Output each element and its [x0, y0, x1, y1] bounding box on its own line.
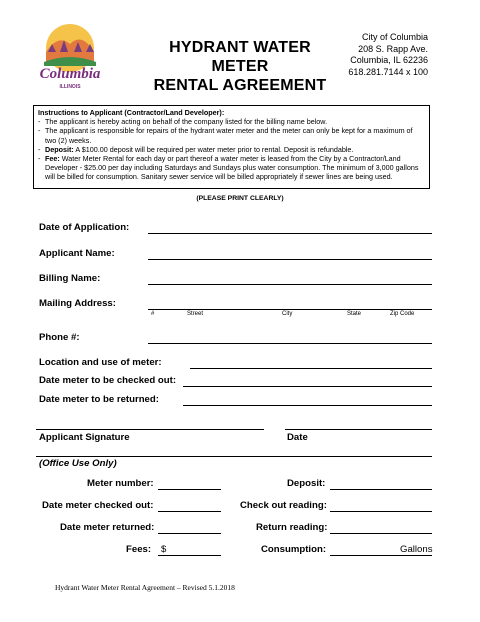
address-street-caption: Street: [187, 311, 204, 317]
date-checked-out-field[interactable]: [158, 511, 221, 512]
check-out-reading-label: Check out reading:: [240, 500, 327, 511]
fees-field[interactable]: [158, 555, 221, 556]
address-state-caption: State: [347, 311, 362, 317]
footer-revision: Hydrant Water Meter Rental Agreement – Revised 5.1.2018: [55, 583, 235, 592]
checked-out-field[interactable]: [183, 386, 432, 387]
date-of-application-label: Date of Application:: [39, 222, 130, 233]
svg-text:ILLINOIS: ILLINOIS: [59, 84, 81, 90]
mailing-address-field[interactable]: [148, 309, 432, 310]
address-number-caption: #: [151, 311, 155, 317]
return-reading-field[interactable]: [330, 533, 432, 534]
address-zip-caption: Zip Code: [390, 311, 415, 317]
instruction-item-fee: - Fee: Water Meter Rental for each day or part thereof a water meter is leased from the City by a Contractor/Land Developer - $25.00 per day including Saturdays and Sundays plus water consumption. The minimum of 3,000 gallons will be billed for consumption. Sanitary sewer service will be billed appropriately if sewer lines are being used.: [38, 154, 419, 182]
applicant-name-field[interactable]: [148, 259, 432, 260]
billing-name-field[interactable]: [148, 284, 432, 285]
meter-number-label: Meter number:: [87, 478, 154, 489]
svg-text:Columbia: Columbia: [39, 66, 101, 82]
instructions-title: Instructions to Applicant (Contractor/Land Developer):: [38, 108, 225, 117]
consumption-field[interactable]: [330, 555, 432, 556]
location-use-label: Location and use of meter:: [39, 357, 162, 368]
city-logo: [30, 22, 110, 92]
address-line-1: City of Columbia: [361, 32, 428, 42]
address-phone: 618.281.7144 x 100: [348, 66, 428, 77]
instruction-item: - The applicant is hereby acting on behalf of the company listed for the billing name below.: [38, 117, 328, 127]
office-divider: [36, 456, 432, 457]
date-returned-label: Date meter returned:: [60, 522, 155, 533]
instruction-item-deposit: - Deposit: A $100.00 deposit will be required per water meter prior to rental. Deposit is refundable.: [38, 144, 354, 154]
signature-field[interactable]: [36, 429, 264, 430]
date-of-application-field[interactable]: [148, 233, 432, 234]
address-line-2: 208 S. Rapp Ave.: [358, 43, 428, 54]
page-title: [140, 38, 340, 95]
mailing-address-label: Mailing Address:: [39, 298, 116, 309]
date-returned-field[interactable]: [158, 533, 221, 534]
fees-label: Fees:: [126, 544, 152, 555]
consumption-label: Consumption:: [261, 544, 327, 555]
date-checked-out-label: Date meter checked out:: [42, 500, 154, 511]
location-use-field[interactable]: [190, 368, 432, 369]
billing-name-label: Billing Name:: [39, 273, 101, 284]
check-out-reading-field[interactable]: [330, 511, 432, 512]
address-city-caption: City: [282, 311, 293, 317]
instruction-item: - The applicant is responsible for repairs of the hydrant water meter and the meter can only be kept for a maximum of two (2) weeks.: [38, 126, 413, 145]
signature-label: Applicant Signature: [39, 432, 130, 443]
date-signed-label: Date: [287, 432, 308, 443]
fees-currency: $: [161, 544, 167, 555]
phone-label: Phone #:: [39, 332, 80, 343]
phone-field[interactable]: [148, 343, 432, 344]
deposit-label: Deposit:: [287, 478, 326, 489]
title-line-2: RENTAL AGREEMENT: [153, 77, 327, 94]
checked-out-label: Date meter to be checked out:: [39, 375, 177, 386]
returned-label: Date meter to be returned:: [39, 394, 159, 405]
return-reading-label: Return reading:: [256, 522, 328, 533]
office-use-heading: (Office Use Only): [39, 458, 117, 469]
address-line-3: Columbia, IL 62236: [350, 55, 428, 65]
consumption-unit: Gallons: [400, 544, 433, 555]
returned-field[interactable]: [183, 405, 432, 406]
instructions-box: [33, 105, 430, 189]
city-address: [348, 32, 428, 78]
applicant-name-label: Applicant Name:: [39, 248, 115, 259]
title-line-1: HYDRANT WATER METER: [169, 39, 311, 75]
meter-number-field[interactable]: [158, 489, 221, 490]
date-signed-field[interactable]: [285, 429, 432, 430]
print-clearly-note: (PLEASE PRINT CLEARLY): [196, 195, 284, 202]
deposit-field[interactable]: [330, 489, 432, 490]
